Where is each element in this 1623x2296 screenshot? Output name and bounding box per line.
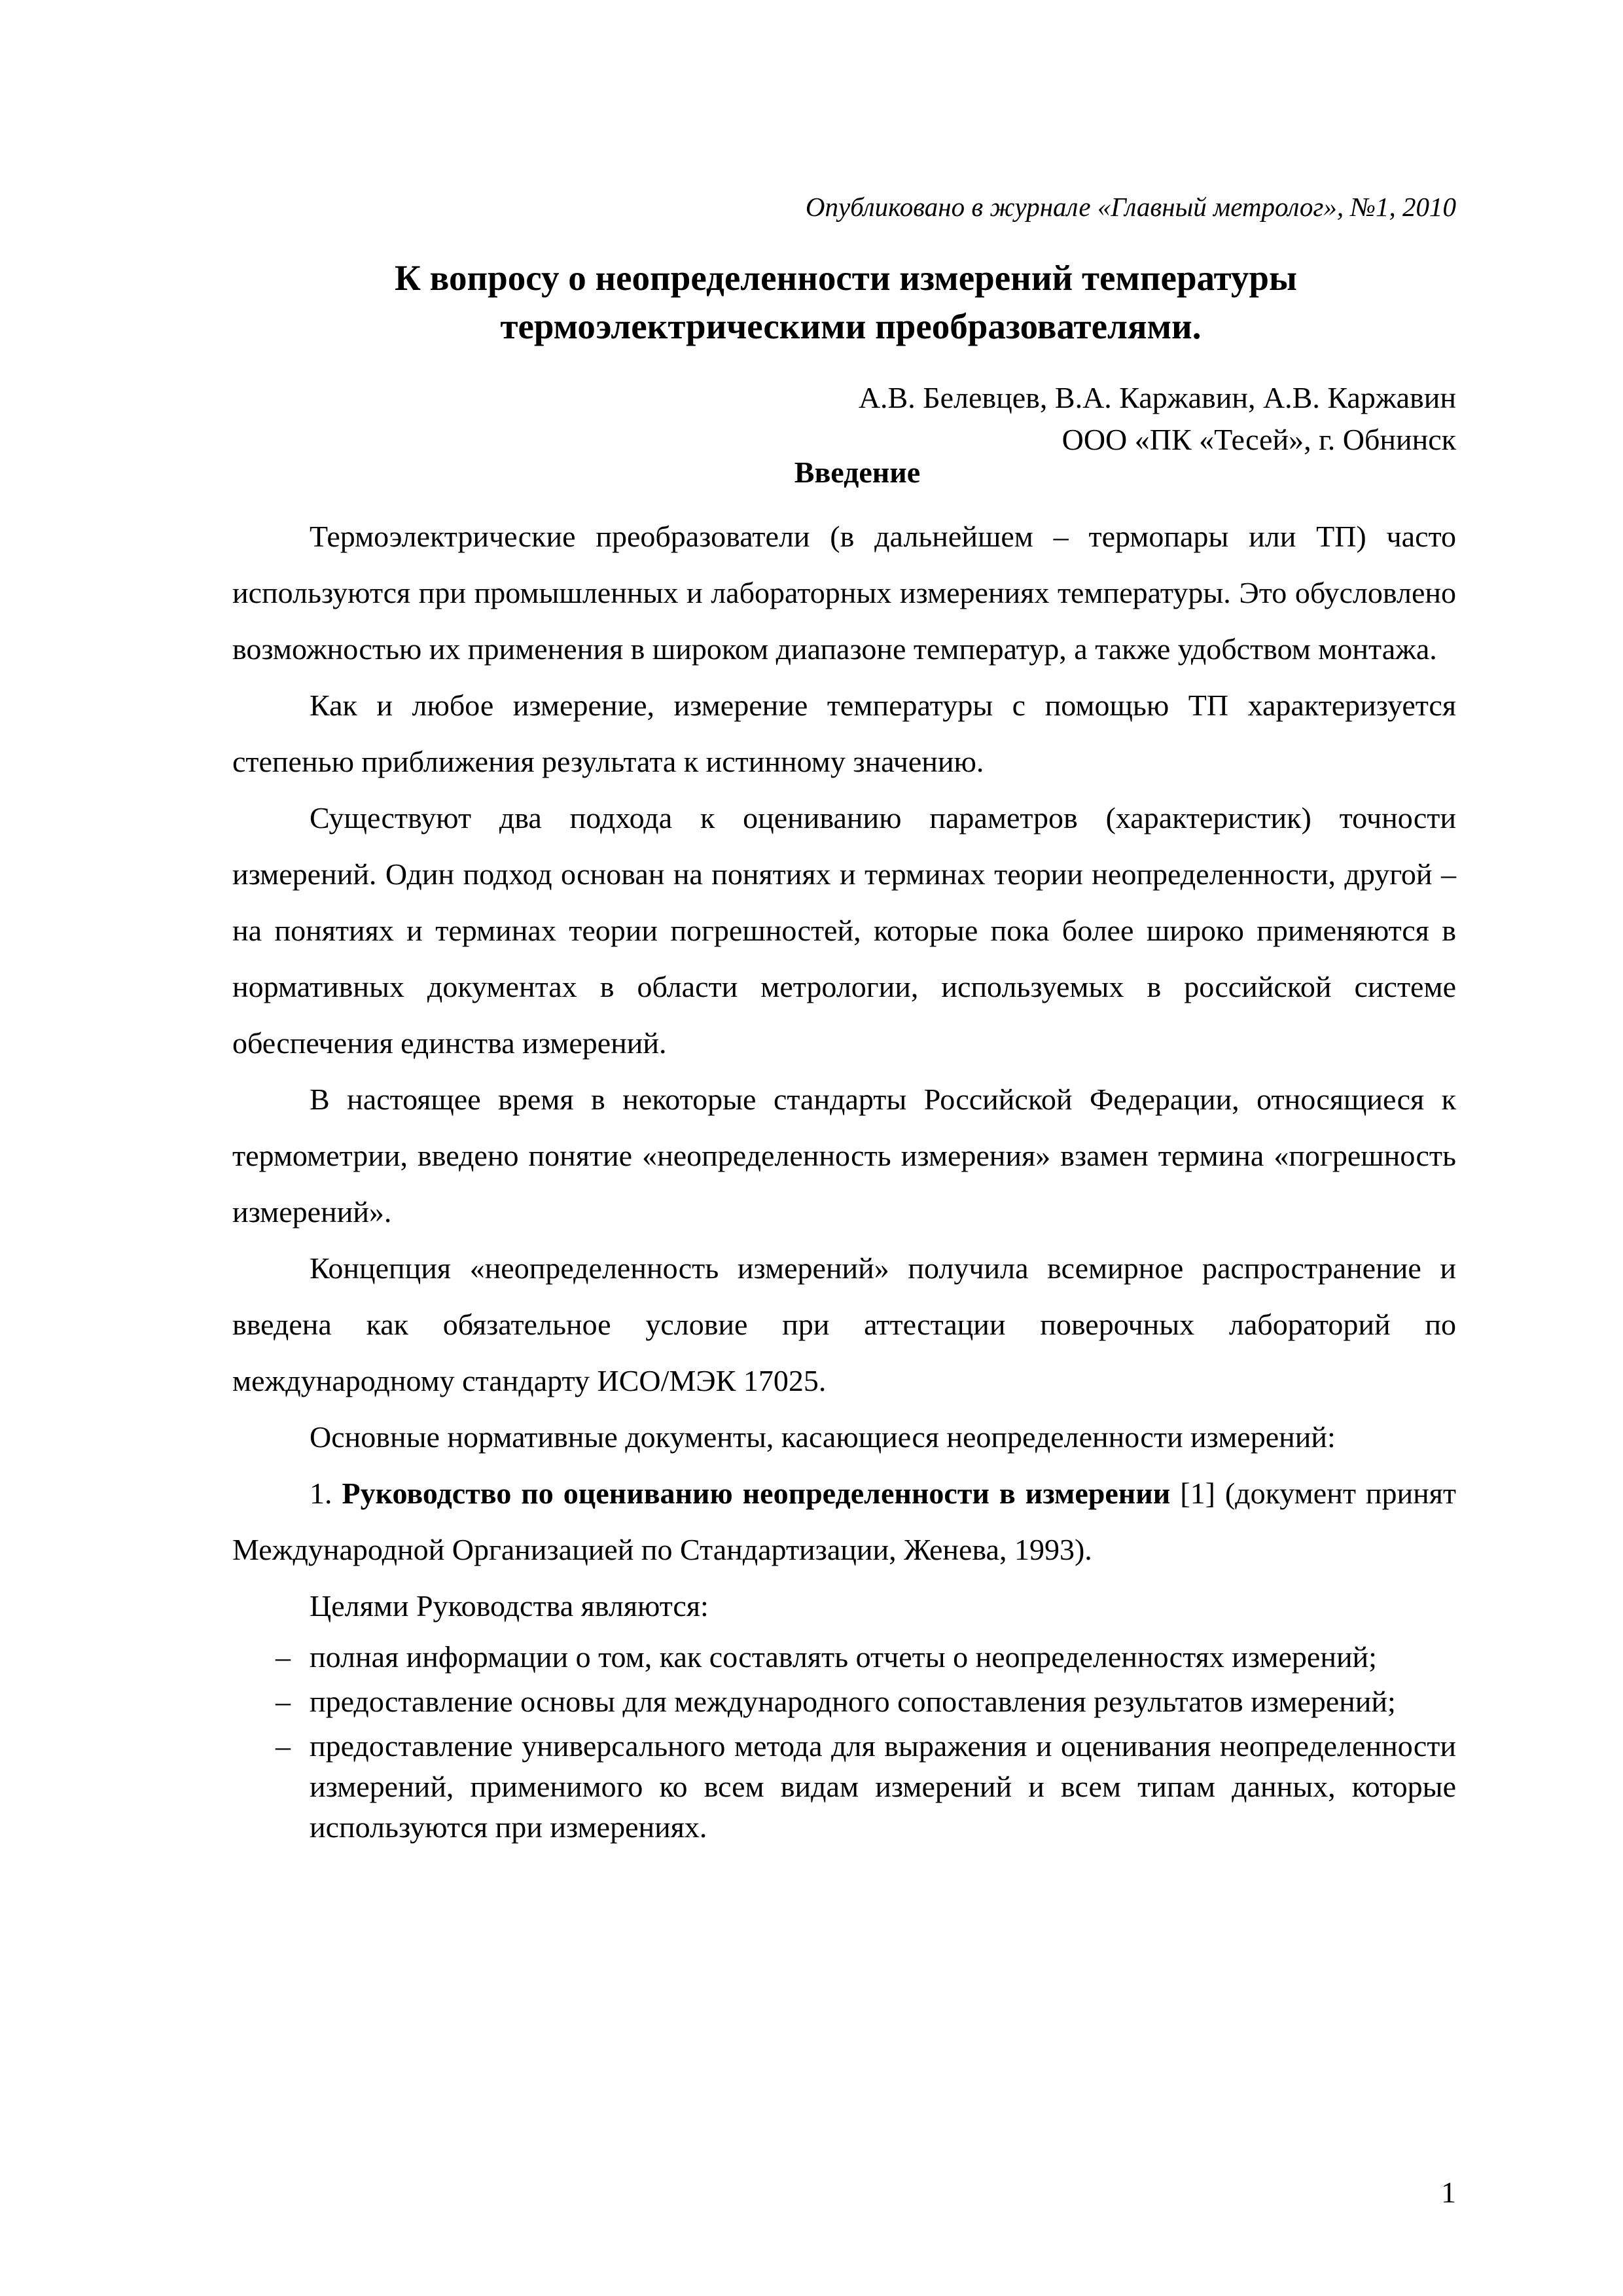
- author-affiliation: ООО «ПК «Тесей», г. Обнинск: [1061, 423, 1456, 456]
- page-number: 1: [1441, 2176, 1456, 2209]
- list-dash: –: [276, 1640, 291, 1674]
- paragraph-7-rest: [1] (документ принят Международной Организацией по Стандартизации, Женева, 1993).: [232, 1477, 1457, 1566]
- list-item: [232, 1726, 1456, 1848]
- article-title-line-1: К вопросу о неопределенности измерений температуры: [395, 258, 1297, 298]
- paragraph-7-number: 1.: [310, 1477, 332, 1510]
- section-heading-introduction: Введение: [794, 456, 921, 489]
- author-names: А.В. Белевцев, В.А. Каржавин, А.В. Каржавин: [858, 381, 1456, 414]
- list-item-text: предоставление основы для международного сопоставления результатов измерений;: [310, 1685, 1396, 1718]
- paragraph-7: [232, 1465, 1456, 1578]
- authors-block: [859, 377, 1456, 461]
- article-title: [232, 254, 1456, 351]
- list-item-text: предоставление универсального метода для выражения и оценивания неопределенности измерений, применимого ко всем видам измерений и всем типам данных, которые используются при измерениях.: [310, 1729, 1456, 1844]
- paragraph-5: Концепция «неопределенность измерений» получила всемирное распространение и введена как обязательное условие при аттестации поверочных лабораторий по международному стандарту ИСО/МЭК 17025.: [232, 1251, 1456, 1397]
- paragraph-6: Основные нормативные документы, касающиеся неопределенности измерений:: [310, 1420, 1336, 1454]
- article-title-line-2: термоэлектрическими преобразователями.: [500, 306, 1202, 346]
- paragraph-8: Целями Руководства являются:: [310, 1589, 709, 1623]
- paragraph-2: Как и любое измерение, измерение температуры с помощью ТП характеризуется степенью приближения результата к истинному значению.: [232, 689, 1456, 778]
- list-dash: –: [276, 1685, 291, 1718]
- list-item: [232, 1637, 1456, 1677]
- paragraph-3: Существуют два подхода к оцениванию параметров (характеристик) точности измерений. Один подход основан на понятиях и терминах теории неопределенности, другой – на понятиях и терминах теории погрешностей, которые пока более широко применяются в нормативных документах в области метрологии, используемых в российской системе обеспечения единства измерений.: [232, 801, 1456, 1060]
- list-item: [232, 1681, 1456, 1722]
- article-body: [232, 509, 1456, 1852]
- list-dash: –: [276, 1729, 291, 1763]
- journal-note: Опубликовано в журнале «Главный метролог», №1, 2010: [805, 192, 1456, 222]
- paragraph-4: В настоящее время в некоторые стандарты Российской Федерации, относящиеся к термометрии, введено понятие «неопределенность измерения» взамен термина «погрешность измерений».: [232, 1083, 1456, 1229]
- guide-title-bold: Руководство по оцениванию неопределенности в измерении: [342, 1477, 1171, 1510]
- document-page: [232, 0, 1456, 2296]
- list-item-text: полная информации о том, как составлять отчеты о неопределенностях измерений;: [310, 1640, 1377, 1674]
- paragraph-1: Термоэлектрические преобразователи (в дальнейшем – термопары или ТП) часто используются при промышленных и лабораторных измерениях температуры. Это обусловлено возможностью их применения в широком диапазоне температур, а также удобством монтажа.: [232, 520, 1456, 666]
- guide-goals-list: [232, 1637, 1456, 1848]
